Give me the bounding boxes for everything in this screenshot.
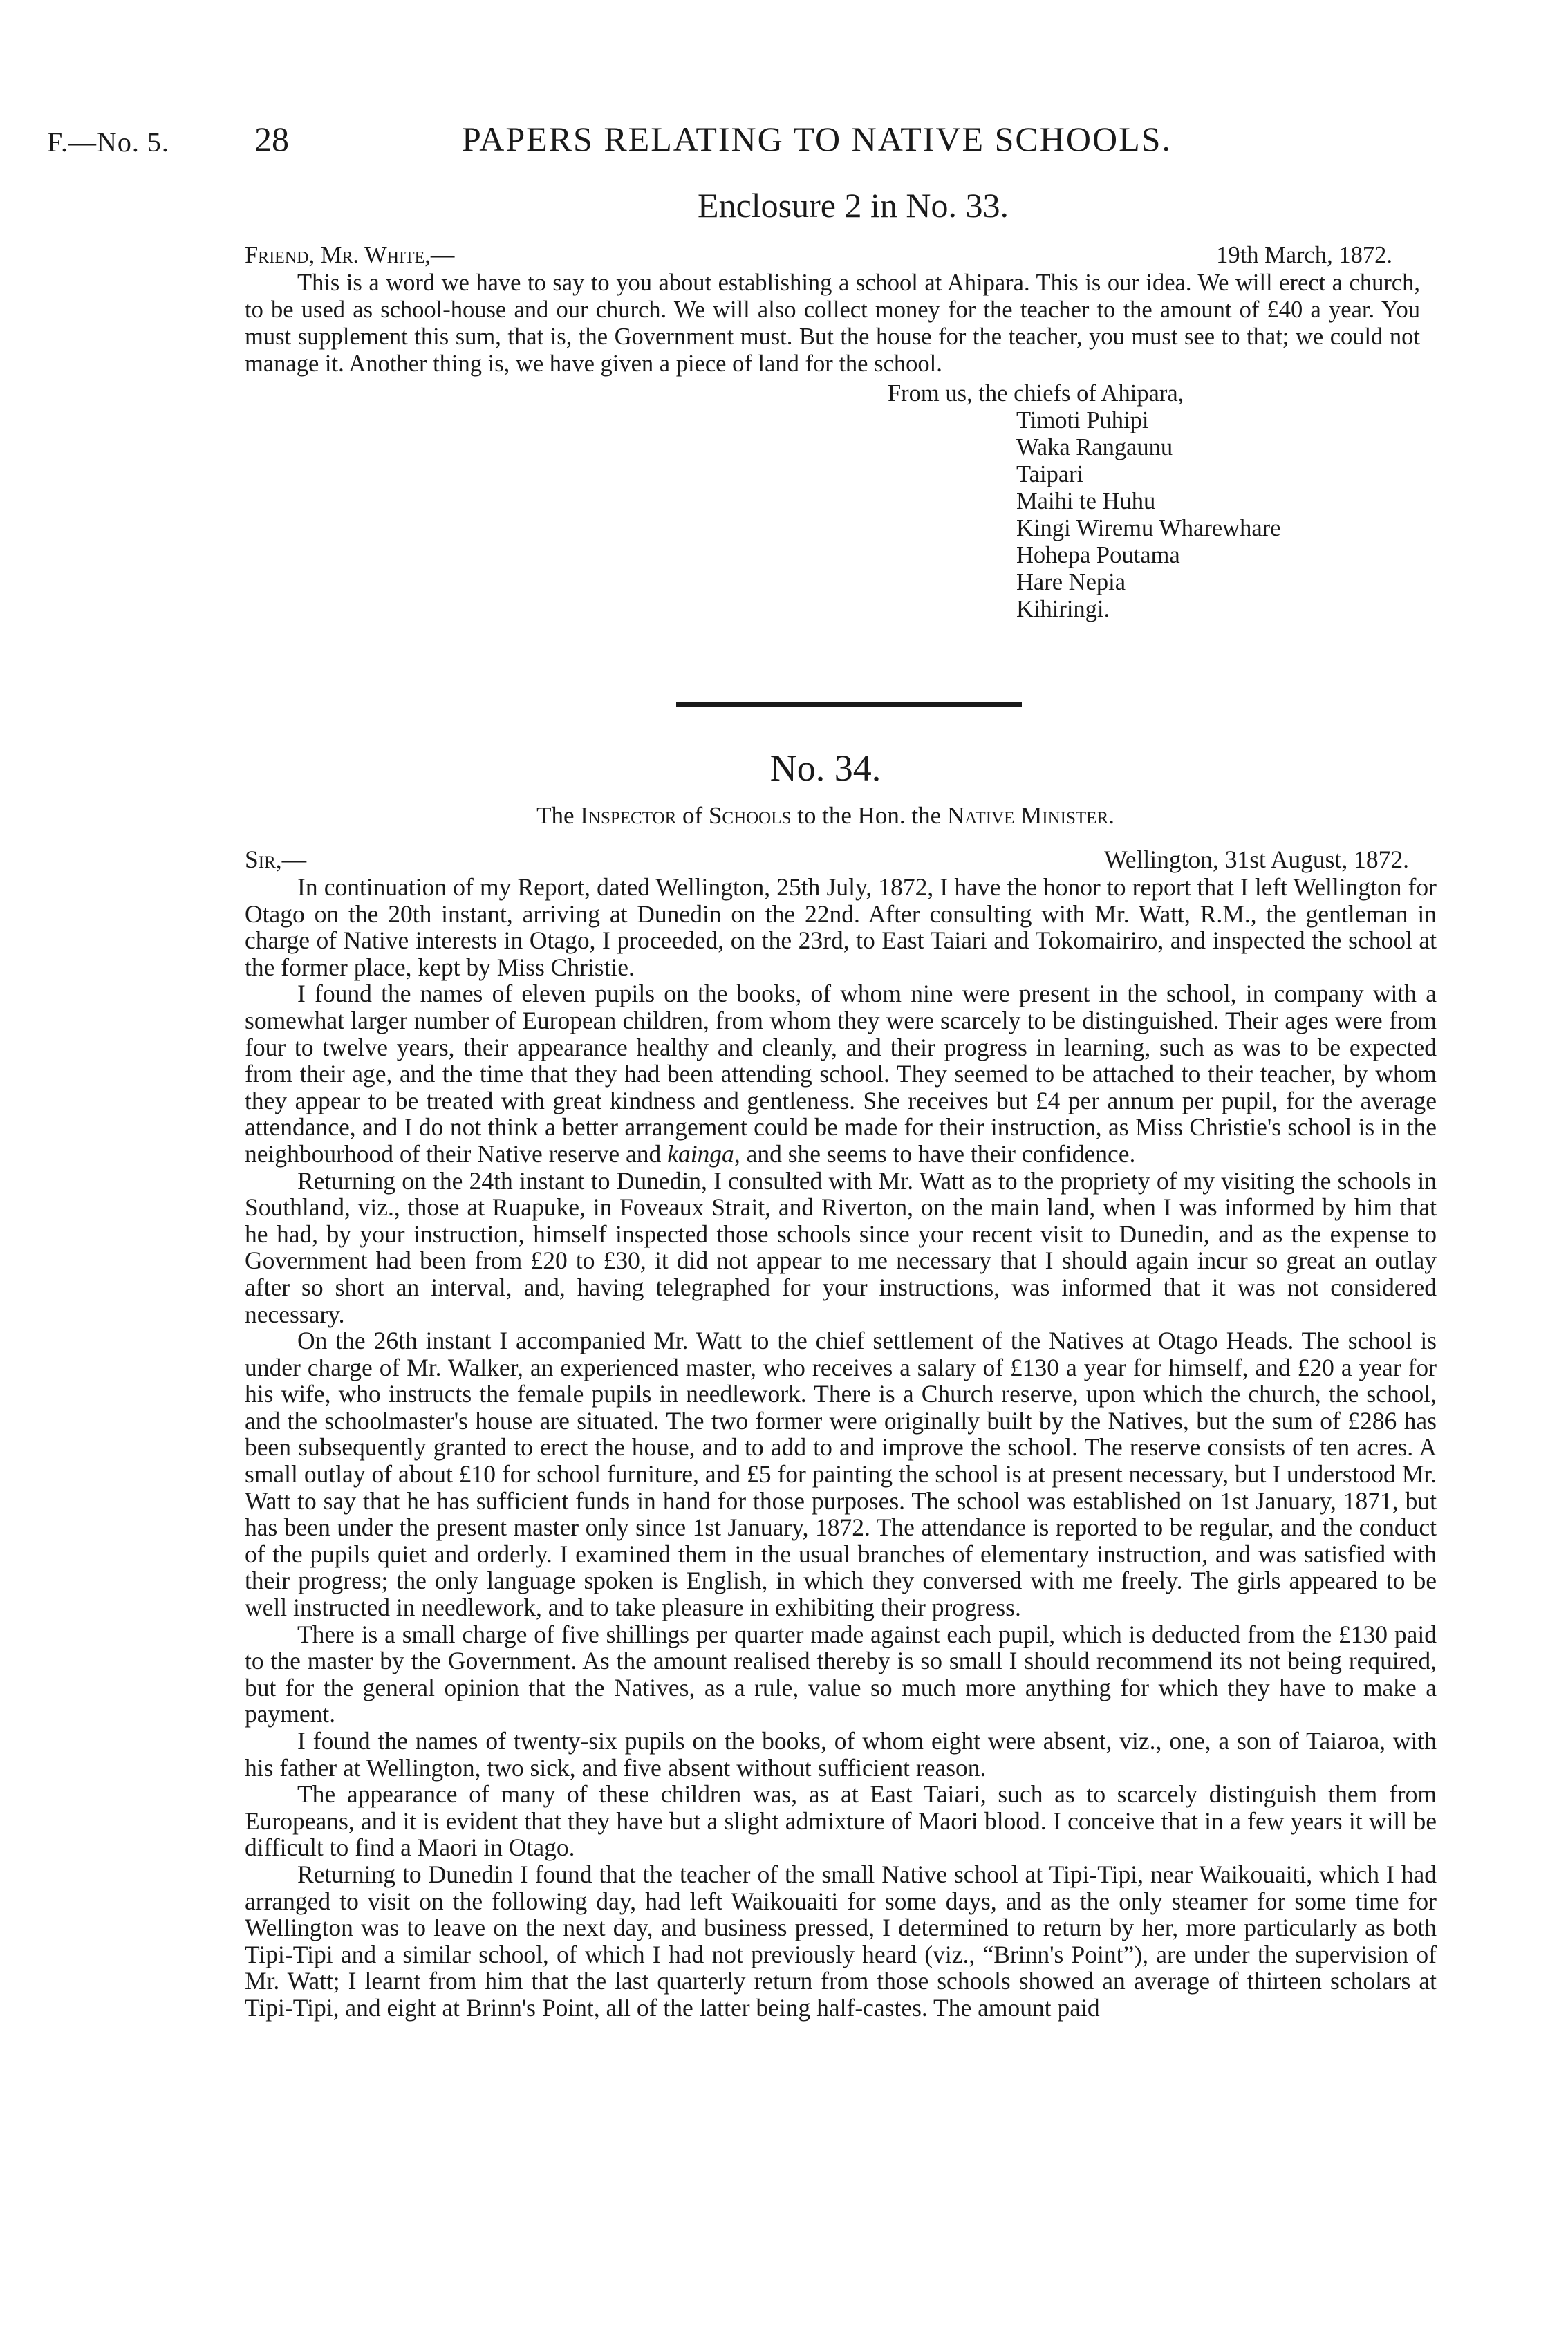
report-paragraph: There is a small charge of five shillings per quarter made against each pupil, which is deducted from the £130 paid to the master by the Government. As the amount realised thereby is so small I should recommend its not being required, but for the general opinion that the Natives, as a rule, value so much more anything for which they have to make a payment. xyxy=(245,1620,1437,1728)
paragraph-text: , and she seems to have their confidence. xyxy=(734,1139,1136,1168)
signatory: Taipari xyxy=(1016,461,1084,487)
paragraph-text: I found the names of eleven pupils on the books, of whom nine were present in the school, in company with a somewhat larger number of European children, from whom they were scarcely to be distinguished. Their ages were from four to twelve years, their appearance healthy and cleanly, and their progress in learning, such as was to be expected from their age, and the time that they had been attending school. They seemed to be attached to their teacher, by whom they appear to be treated with great kindness and gentleness. She receives but £4 per annum per pupil, for the average attendance, and I do not think a better arrangement could be made for their instruction, as Miss Christie's school is in the neighbourhood of their Native reserve and xyxy=(245,980,1437,1168)
inspector-report xyxy=(245,846,1437,2022)
subtitle-inspector: Inspector xyxy=(580,802,677,829)
signatory: Hohepa Poutama xyxy=(1016,542,1180,568)
running-header xyxy=(47,116,1416,165)
report-paragraph: I found the names of twenty-six pupils on the books, of whom eight were absent, viz., one, a son of Taiaroa, with his father at Wellington, two sick, and five absent without sufficient reason. xyxy=(245,1727,1437,1782)
document-subtitle xyxy=(0,802,1568,830)
signatory: Maihi te Huhu xyxy=(1016,488,1156,514)
letter-body: This is a word we have to say to you about establishing a school at Ahipara. This is our idea. We will erect a church, to be used as school-house and our church. We will also collect money for the teacher to the amount of £40 a year. You must supplement this sum, that is, the Government must. But the house for the teacher, you must see to that; we could not manage it. Another thing is, we have given a piece of land for the school. xyxy=(245,270,1420,377)
report-salutation-row xyxy=(245,846,1437,874)
section-divider xyxy=(676,702,1022,707)
page-number: 28 xyxy=(254,120,289,158)
letter-date: 19th March, 1872. xyxy=(1216,242,1392,268)
report-paragraph: Returning to Dunedin I found that the teacher of the small Native school at Tipi-Tipi, near Waikouaiti, which I had arranged to visit on the following day, had left Waikouaiti for some days, and as the only steamer for some time for Wellington was to leave on the next day, and business pressed, I determined to return by her, more particularly as both Tipi-Tipi and a similar school, of which I had not previously heard (viz., “Brinn's Point”), are under the supervision of Mr. Watt; I learnt from him that the last quarterly return from those schools showed an average of thirteen scholars at Tipi-Tipi, and eight at Brinn's Point, all of the latter being half-castes. The amount paid xyxy=(245,1860,1437,2022)
report-paragraph: On the 26th instant I accompanied Mr. Watt to the chief settlement of the Natives at Otago Heads. The school is under charge of Mr. Walker, an experienced master, who receives a salary of £130 a year for himself, and £20 a year for his wife, who instructs the female pupils in needlework. There is a Church reserve, upon which the church, the school, and the schoolmaster's house are situated. The two former were originally built by the Natives, but the sum of £286 has been subsequently granted to erect the house, and to add to and improve the school. The reserve consists of ten acres. A small outlay of about £10 for school furniture, and £5 for painting the school is at present necessary, but I understood Mr. Watt to say that he has sufficient funds in hand for those purposes. The school was established on 1st January, 1871, but has been under the present master only since 1st January, 1872. The attendance is reported to be regular, and the conduct of the pupils quiet and orderly. I examined them in the usual branches of elementary instruction, and was satisfied with their progress; the only language spoken is English, in which they conversed with me freely. The girls appeared to be well instructed in needlework, and to take pleasure in exhibiting their progress. xyxy=(245,1327,1437,1622)
subtitle-native-minister: Native Minister xyxy=(946,802,1109,829)
report-salutation: Sir,— xyxy=(245,846,307,873)
subtitle-part: of xyxy=(676,802,709,829)
italic-word: kainga xyxy=(667,1139,734,1168)
report-paragraph xyxy=(245,980,1437,1167)
signatory-list xyxy=(245,407,1420,623)
signatory: Timoti Puhipi xyxy=(1016,407,1149,433)
subtitle-part: The xyxy=(536,802,581,829)
signatory: Kihiringi. xyxy=(1016,596,1110,622)
enclosure-heading: Enclosure 2 in No. 33. xyxy=(698,186,1009,225)
signatory: Hare Nepia xyxy=(1016,569,1126,595)
report-paragraph: In continuation of my Report, dated Wellington, 25th July, 1872, I have the honor to report that I left Wellington for Otago on the 20th instant, arriving at Dunedin on the 22nd. After consulting with Mr. Watt, R.M., the gentleman in charge of Native interests in Otago, I proceeded, on the 23rd, to East Taiari and Tokomairiro, and inspected the school at the former place, kept by Miss Christie. xyxy=(245,873,1437,981)
subtitle-schools: Schools xyxy=(708,802,792,829)
letter-salutation-row xyxy=(245,242,1420,270)
subtitle-part: to the Hon. the xyxy=(791,802,947,829)
document-number-heading: No. 34. xyxy=(769,747,881,789)
signatory: Waka Rangaunu xyxy=(1016,434,1173,460)
running-title: PAPERS RELATING TO NATIVE SCHOOLS. xyxy=(462,120,1172,158)
document-reference: F.—No. 5. xyxy=(47,127,169,158)
signatory: Kingi Wiremu Wharewhare xyxy=(1016,515,1281,541)
report-paragraph: Returning on the 24th instant to Dunedin, I consulted with Mr. Watt as to the propriety of my visiting the schools in Southland, viz., those at Ruapuke, in Foveaux Strait, and Riverton, on the main land, when I was informed by him that he had, by your instruction, himself inspected those schools since your recent visit to Dunedin, and as the expense to Government had been from £20 to £30, it did not appear to me necessary that I should again incur so great an outlay after so short an interval, and, having telegraphed for your instructions, was informed that it was not considered necessary. xyxy=(245,1166,1437,1328)
report-paragraph: The appearance of many of these children was, as at East Taiari, such as to scarcely distinguish them from Europeans, and it is evident that they have but a slight admixture of Maori blood. I conceive that in a few years it will be difficult to find a Maori in Otago. xyxy=(245,1780,1437,1862)
report-place-date: Wellington, 31st August, 1872. xyxy=(1104,846,1409,873)
subtitle-part: . xyxy=(1108,802,1114,829)
letter-salutation: Friend, Mr. White,— xyxy=(245,242,455,268)
enclosure-letter xyxy=(245,242,1420,623)
letter-from: From us, the chiefs of Ahipara, xyxy=(888,380,1184,407)
